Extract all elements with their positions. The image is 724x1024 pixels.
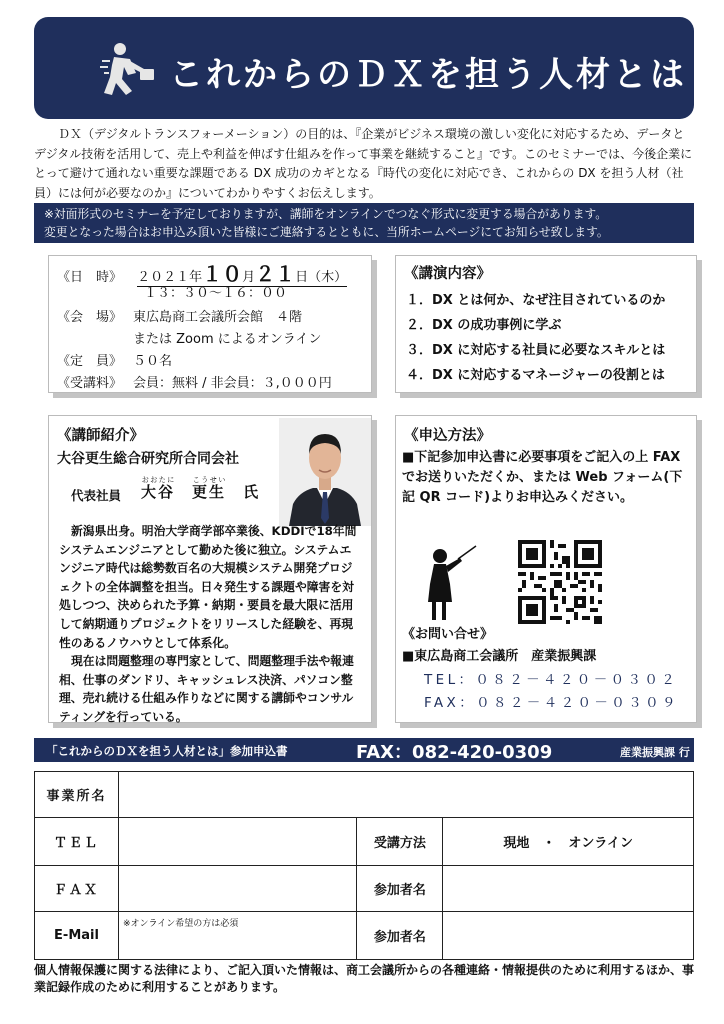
page-title: これからのＤＸを担う人材とは: [169, 55, 687, 95]
time-value: １３：３０～１６：００: [144, 286, 288, 301]
title-banner: [34, 17, 694, 119]
table-row: [35, 866, 694, 912]
bio-paragraph-2: 現在は問題整理の専門家として、問題整理手法や報連相、仕事のダンドリ、キャッシュレス決済、パソコン整理、売れ続ける仕組み作りなどに関する講師やコンサルティングを行っている。: [59, 654, 354, 724]
privacy-notice: 個人情報保護に関する法律により、ご記入頂いた情報は、商工会議所からの各種連絡・情報提供のために利用するほか、事業記録作成のために利用することがあります。: [34, 963, 695, 994]
list-item: ３．DX に対応する社員に必要なスキルとは: [406, 343, 666, 358]
date-day-unit: 日（木）: [295, 270, 348, 285]
intro-text: ＤＸ（デジタルトランスフォーメーション）の目的は、『企業がビジネス環境の激しい変化に対応するため、データとデジタル技術を活用して、売上や利益を伸ばす仕組みを作って事業を継続すること』です。このセミナーでは、今後企業にとって避けて通れない重要な課題である DX 成功のカギとなる『時代の変化に対応でき、これからの DX を担う人材（社員）には何が必要なのか』についてわかりやすくお伝えします。: [34, 127, 693, 200]
table-row: [35, 818, 694, 866]
fee-value: 会員：無料 / 非会員：３,０００円: [133, 376, 332, 391]
bio-paragraph-1: 新潟県出身。明治大学商学部卒業後、KDDIで18年間システムエンジニアとして勤めた後に独立。システムエンジニア時代は総勢数百名の大規模システム開発プロジェクトの全体調整を担当。日々発生する課題や障害を対処しつつ、決められた予算・納期・要員を最大限に活用して納期通りプロジェクトをリリースした経験を、再現性のあるノウハウとして体系化。: [59, 524, 357, 650]
tel-field[interactable]: [119, 818, 357, 866]
list-item: ４．DX に対応するマネージャーの役割とは: [406, 368, 665, 383]
application-form-table: [34, 771, 694, 960]
lecturer-photo: [279, 418, 371, 526]
fax-label: ＦＡＸ: [35, 866, 119, 912]
lecturer-company: 大谷更生総合研究所合同会社: [57, 451, 239, 467]
running-businessman-icon: [100, 39, 160, 101]
contact-tel: TEL：０８２－４２０－０３０２: [424, 672, 679, 688]
list-item: １．DX とは何か、なぜ注目されているのか: [406, 293, 666, 308]
lecture-content-title: 《講演内容》: [404, 266, 491, 282]
lecture-content-list: [406, 288, 665, 388]
date-year: ２０２１年: [137, 270, 203, 285]
lecturer-surname: 大谷: [141, 483, 176, 501]
participant-field-1[interactable]: [443, 866, 694, 912]
lecturer-surname-ruby: おおたに: [141, 476, 176, 484]
venue-label: 《会 場》: [57, 310, 123, 325]
event-info-box: [48, 255, 372, 393]
participant-field-2[interactable]: [443, 912, 694, 960]
lecturer-name: [141, 476, 260, 502]
lecturer-box: [48, 415, 372, 723]
notice-line-2: 変更となった場合はお申込み頂いた皆様にご連絡するとともに、当所ホームページにてお知らせ致します。: [44, 225, 609, 239]
contact-fax: FAX：０８２－４２０－０３０９: [424, 695, 679, 711]
contact-title: 《お問い合せ》: [402, 627, 494, 642]
lecturer-honorific: 氏: [243, 483, 261, 501]
venue-value-1: 東広島商工会議所会館 ４階: [133, 310, 303, 325]
venue-row: [57, 306, 302, 325]
lecturer-bio: [59, 522, 363, 727]
method-choice[interactable]: 現地 ・ オンライン: [443, 818, 694, 866]
company-label: 事業所名: [35, 772, 119, 818]
lecturer-portrait-image: [279, 418, 371, 526]
lecture-content-box: [395, 255, 697, 393]
lecturer-given-ruby: こうせい: [192, 476, 227, 484]
application-box: [395, 415, 697, 723]
capacity-label: 《定 員》: [57, 354, 123, 369]
table-row: [35, 772, 694, 818]
date-month-unit: 月: [242, 270, 256, 285]
fee-label: 《受講料》: [57, 376, 123, 391]
method-label: 受講方法: [357, 818, 443, 866]
fax-field[interactable]: [119, 866, 357, 912]
capacity-value: ５０名: [133, 354, 173, 369]
lecturer-title: 《講師紹介》: [57, 428, 144, 444]
teacher-pointing-icon: [420, 544, 478, 624]
lecturer-given-name: 更生: [192, 483, 227, 501]
email-field[interactable]: [119, 912, 357, 960]
participant-label-1: 参加者名: [357, 866, 443, 912]
participant-label-2: 参加者名: [357, 912, 443, 960]
form-header: [34, 738, 694, 762]
notice-line-1: ※対面形式のセミナーを予定しておりますが、講師をオンラインでつなぐ形式に変更する場合があります。: [44, 207, 608, 221]
fee-row: [57, 372, 332, 391]
notice-banner: [34, 203, 694, 243]
table-row: [35, 912, 694, 960]
tel-label: ＴＥＬ: [35, 818, 119, 866]
application-title: 《申込方法》: [404, 428, 491, 444]
application-text: ■下記参加申込書に必要事項をご記入の上 FAX でお送りいただくか、または Web フォーム(下記 QR コード)よりお申込みください。: [402, 450, 683, 505]
qr-code-icon[interactable]: [518, 540, 602, 624]
list-item: ２．DX の成功事例に学ぶ: [406, 318, 562, 333]
email-note: ※オンライン希望の方は必須: [123, 919, 239, 929]
company-field[interactable]: [119, 772, 694, 818]
form-header-fax: FAX：082-420-0309: [356, 742, 553, 763]
contact-name: ■東広島商工会議所 産業振興課: [402, 649, 597, 664]
form-header-recipient: 産業振興課 行: [620, 746, 690, 759]
email-label: E-Mail: [35, 912, 119, 960]
date-month: １０: [202, 262, 243, 286]
lecturer-role: 代表社員: [71, 488, 122, 503]
capacity-row: [57, 350, 172, 369]
date-day: ２１: [255, 262, 296, 286]
venue-value-2: または Zoom によるオンライン: [133, 332, 322, 347]
form-header-title: 「これからのＤＸを担う人材とは」参加申込書: [46, 744, 288, 758]
date-label: 《日 時》: [57, 270, 123, 285]
